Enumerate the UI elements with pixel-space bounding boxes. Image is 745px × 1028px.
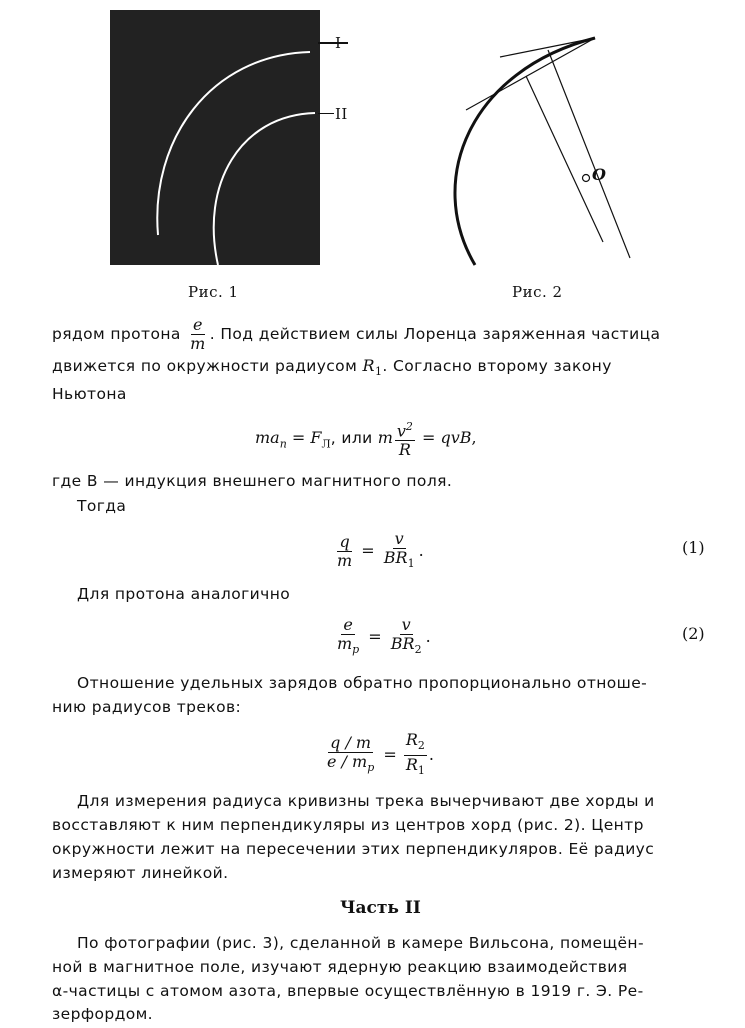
paragraph-6-line-1: Для измерения радиуса кривизны трека вычерчивают две хорды и: [77, 792, 655, 810]
paragraph-7-line-2: ной в магнитное поле, изучают ядерную реакцию взаимодействия: [52, 958, 628, 976]
paragraph-2: где B — индукция внешнего магнитного поля.: [52, 472, 453, 490]
figure-2-caption: Рис. 2: [512, 283, 563, 301]
paragraph-5-line-1: Отношение удельных зарядов обратно пропорционально отноше-: [77, 674, 648, 692]
track-2-leader: [318, 113, 334, 114]
paragraph-6-line-4: измеряют линейкой.: [52, 864, 229, 882]
paragraph-4: Для протона аналогично: [77, 585, 291, 603]
paragraph-1-line-3: Ньютона: [52, 385, 127, 403]
fraction-e-over-m: $\frac{e}{m}$: [190, 315, 206, 353]
equation-2-number: (2): [682, 624, 705, 643]
track-2-label: II: [335, 105, 348, 123]
center-point: [583, 175, 590, 182]
figure-1-caption: Рис. 1: [188, 283, 239, 301]
paragraph-3: Тогда: [77, 497, 127, 515]
equation-1-number: (1): [682, 538, 705, 557]
track-1-leader: [318, 42, 348, 44]
paragraph-5-line-2: нию радиусов треков:: [52, 698, 242, 716]
figure-1-photo: [110, 10, 320, 265]
paragraph-7-line-4: зерфордом.: [52, 1005, 154, 1023]
equation-2: $\frac{e}{m_p}$ = $\frac{v}{BR_2}$ .: [337, 615, 431, 657]
section-heading: Часть II: [340, 898, 421, 918]
perpendicular-2: [548, 50, 630, 258]
paragraph-7-line-3: α-частицы с атомом азота, впервые осуществлённую в 1919 г. Э. Ре-: [52, 982, 644, 1000]
track-1-label: I: [335, 34, 342, 52]
paragraph-1-line-2: движется по окружности радиусом $R_1$. Согласно второму закону: [52, 356, 612, 379]
paragraph-6-line-3: окружности лежит на пересечении этих перпендикуляров. Её радиус: [52, 840, 655, 858]
figure-2-diagram: [440, 30, 640, 275]
arc: [455, 38, 595, 265]
equation-1: $\frac{q}{m}$ = $\frac{v}{BR_1}$ .: [337, 529, 424, 571]
paragraph-6-line-2: восставляют к ним перпендикуляры из центров хорд (рис. 2). Центр: [52, 816, 644, 834]
chord-1: [466, 38, 595, 110]
equation-newton: $ma_n = F_Л$, или m $\frac{v^2}{R}$ = qvB,: [255, 420, 477, 460]
photo-background: [110, 10, 320, 265]
paragraph-7-line-1: По фотографии (рис. 3), сделанной в камере Вильсона, помещён-: [77, 934, 644, 952]
paragraph-1-line-1: рядом протона $\frac{e}{m}$ . Под действием силы Лоренца заряженная частица: [52, 315, 661, 353]
center-label: O: [592, 165, 606, 184]
equation-ratio: $\frac{q / m}{e / m_p}$ = $\frac{R_2}{R_1}$ .: [327, 730, 434, 778]
